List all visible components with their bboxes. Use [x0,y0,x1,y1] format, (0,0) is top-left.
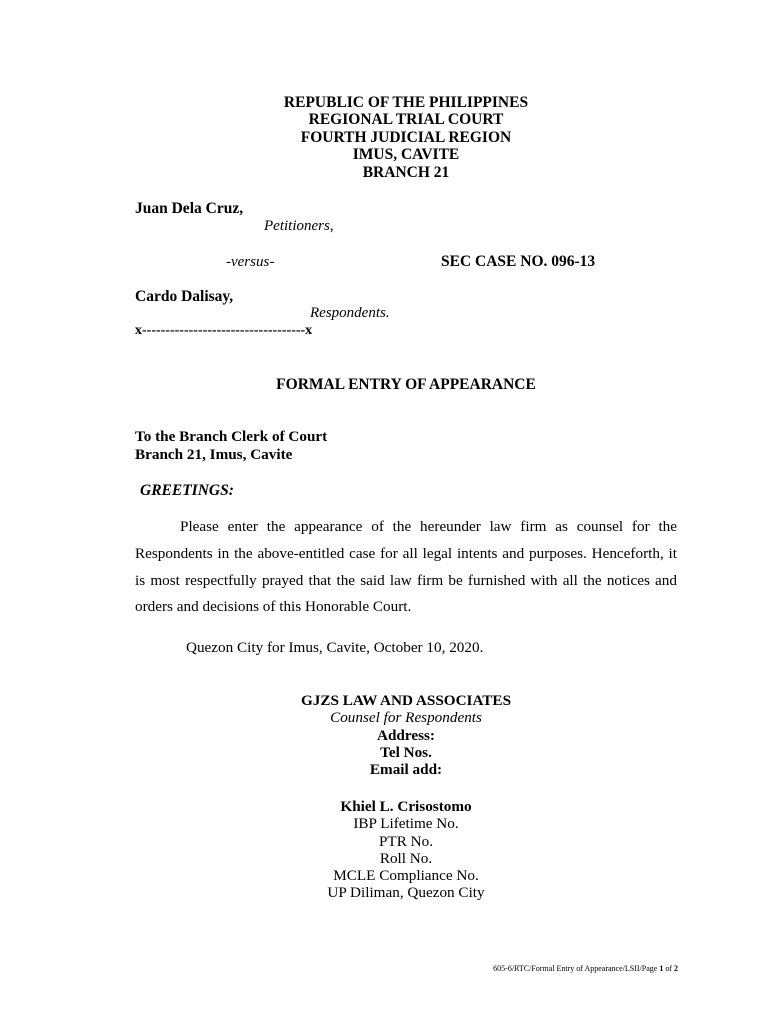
header-branch: BRANCH 21 [362,163,450,181]
counsel-roll: Roll No. [379,849,433,867]
caption-separator: x-----------------------------------x [135,323,313,338]
body-text: Please enter the appearance of the hereunder law firm as counsel for the Respondents in the above-entitled case for all legal intents and purposes. Henceforth, it is most respectfully prayed that the said law firm be furnished with all the notices and orders and decisions of this Honorable Court. [135,518,677,616]
footer-doc-ref: 605-6/RTC/Formal Entry of Appearance/LSII/Page [493,964,660,973]
firm-email: Email add: [369,761,443,779]
firm-name: GJZS LAW AND ASSOCIATES [300,692,512,709]
footer-page-total: 2 [674,964,678,973]
firm-address: Address: [377,726,435,744]
firm-role: Counsel for Respondents [330,709,482,727]
court-header [0,94,768,181]
header-republic: REPUBLIC OF THE PHILIPPINES [283,94,529,111]
footer-page-number: 1 [659,964,664,973]
petitioner-name: Juan Dela Cruz, [135,200,244,217]
addressee-line-1: To the Branch Clerk of Court [135,428,328,445]
firm-block [0,692,768,778]
header-city: IMUS, CAVITE [352,146,460,164]
header-region: FOURTH JUDICIAL REGION [300,128,512,146]
addressee [135,428,327,464]
greeting: GREETINGS: [140,482,234,499]
firm-tel: Tel Nos. [380,743,432,761]
respondent-name: Cardo Dalisay, [135,288,234,305]
counsel-name: Khiel L. Crisostomo [340,798,472,815]
case-number: SEC CASE NO. 096-13 [441,253,596,270]
body-paragraph [135,514,677,621]
header-court: REGIONAL TRIAL COURT [308,111,504,129]
addressee-line-2: Branch 21, Imus, Cavite [135,446,293,463]
counsel-ptr: PTR No. [378,832,433,850]
counsel-ibp: IBP Lifetime No. [353,815,459,833]
page-footer [493,964,678,973]
place-date: Quezon City for Imus, Cavite, October 10, 2020. [186,639,484,656]
counsel-mcle: MCLE Compliance No. [333,867,479,885]
counsel-location: UP Diliman, Quezon City [327,884,485,902]
document-title: FORMAL ENTRY OF APPEARANCE [276,376,536,393]
respondent-role: Respondents. [310,305,390,321]
footer-of-label: of [663,964,674,973]
counsel-block [0,798,768,902]
versus-label: -versus- [226,254,275,270]
petitioner-role: Petitioners, [264,218,334,234]
